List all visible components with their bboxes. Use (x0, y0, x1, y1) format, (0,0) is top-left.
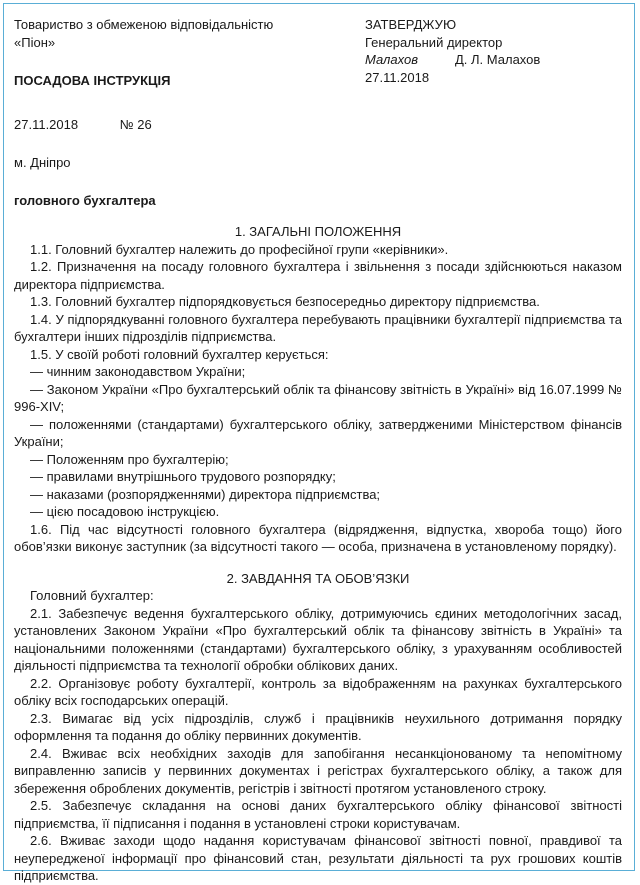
list-item: — цією посадовою інструкцією. (30, 504, 220, 519)
paragraph: 2.5. Забезпечує складання на основі даних бухгалтерського обліку фінансової звітності підприємства, її підписання і подання в установлені строки користувачам. (14, 798, 622, 831)
approver-signature: Малахов (365, 52, 418, 67)
list-item: — правилами внутрішнього трудового розпорядку; (30, 469, 336, 484)
org-name-line1: Товариство з обмеженою відповідальністю (14, 17, 274, 32)
section-2-title: 2. ЗАВДАННЯ ТА ОБОВ’ЯЗКИ (226, 570, 410, 586)
paragraph: 2.2. Організовує роботу бухгалтерії, контроль за відображенням на рахунках бухгалтерського обліку всіх господарських операцій. (14, 675, 622, 708)
paragraph: 2.6. Вживає заходи щодо надання користувачам фінансової звітності повної, правдивої та неупередженої інформації про фінансовий стан, результати діяльності та рух грошових коштів підприємства. (14, 833, 622, 883)
document-header (14, 12, 622, 92)
paragraph: 1.1. Головний бухгалтер належить до професійної групи «керівники». (30, 241, 449, 257)
list-item: — чинним законодавством України; (30, 364, 246, 379)
section-1-body (14, 241, 622, 556)
approval-title: ЗАТВЕРДЖУЮ (365, 17, 457, 32)
document-title: ПОСАДОВА ІНСТРУКЦІЯ (14, 73, 171, 88)
paragraph: 2.1. Забезпечує ведення бухгалтерського обліку, дотримуючись єдиних методологічних засад, установлених Законом України «Про бухгалтерський облік та фінансову звітність в Україні» та національними положеннями (стандартами) бухгалтерського обліку, з урахуванням особливостей діяльності підприємства та технології обробки облікових даних. (14, 605, 622, 673)
approver-position: Генеральний директор (365, 34, 503, 50)
approver-signature-row (365, 51, 625, 69)
paragraph: 2.4. Вживає всіх необхідних заходів для запобігання несанкціонованому та непомітному виправленню записів у первинних документах і регістрах бухгалтерського обліку, а також для збереження оброблених документів, регістрів і звітності протягом установленого строку. (14, 745, 622, 796)
job-description-document (14, 12, 622, 885)
document-meta (14, 116, 622, 134)
paragraph: 1.5. У своїй роботі головний бухгалтер керується: (30, 346, 329, 362)
paragraph: 1.4. У підпорядкуванні головного бухгалтера перебувають працівники бухгалтерії підприємства та бухгалтери інших підрозділів підприємства. (14, 311, 622, 344)
paragraph: 1.3. Головний бухгалтер підпорядковується безпосередньо директору підприємства. (30, 294, 540, 309)
organization-block (14, 16, 344, 51)
approval-date: 27.11.2018 (365, 69, 430, 85)
list-item: — положеннями (стандартами) бухгалтерського обліку, затвердженими Міністерством фінансів України; (14, 416, 622, 449)
paragraph: 1.6. Під час відсутності головного бухгалтера (відрядження, відпустка, хвороба тощо) його обов’язки виконує заступник (за відсутності такого — особа, призначена в установленому порядку). (14, 521, 622, 554)
section-2-body (14, 587, 622, 885)
list-item: — Законом України «Про бухгалтерський облік та фінансову звітність в Україні» від 16.07.1999 № 996-XIV; (14, 381, 622, 414)
approval-block (365, 16, 625, 86)
approver-name: Д. Л. Малахов (455, 52, 541, 67)
section-1-title: 1. ЗАГАЛЬНІ ПОЛОЖЕННЯ (234, 224, 402, 239)
paragraph: 1.2. Призначення на посаду головного бухгалтера і звільнення з посади здійснюються наказом директора підприємства. (14, 259, 622, 292)
document-date: 27.11.2018 (14, 117, 79, 132)
list-item: — Положенням про бухгалтерію; (30, 451, 229, 467)
paragraph: 2.3. Вимагає від усіх підрозділів, служб і працівників неухильного дотримання порядку оформлення та подання до обліку первинних документів. (14, 710, 622, 743)
position-name: головного бухгалтера (14, 192, 156, 208)
document-city: м. Дніпро (14, 155, 71, 170)
paragraph: Головний бухгалтер: (30, 588, 154, 603)
list-item: — наказами (розпорядженнями) директора підприємства; (30, 486, 381, 502)
org-name-line2: «Піон» (14, 34, 56, 50)
document-number: № 26 (119, 117, 152, 132)
